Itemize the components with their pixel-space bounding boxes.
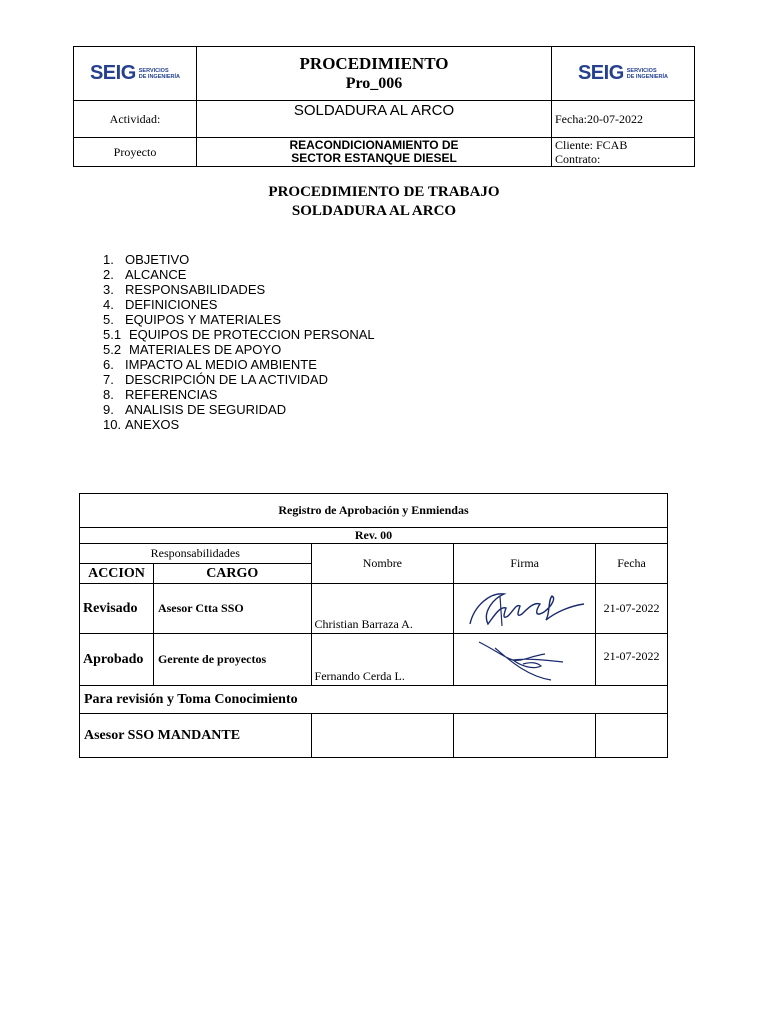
revision-label: Rev. 00 (80, 528, 668, 544)
date-header: Fecha (596, 544, 668, 584)
toc-item: 2. ALCANCE (103, 267, 187, 282)
document-title-line1: PROCEDIMIENTO DE TRABAJO (268, 184, 500, 200)
date-value: Fecha:20-07-2022 (552, 101, 695, 138)
row-signature (454, 584, 596, 634)
row-action: Revisado (80, 584, 154, 634)
review-label: Para revisión y Toma Conocimiento (80, 686, 668, 714)
row-role: Gerente de proyectos (153, 634, 311, 686)
row-signature (454, 634, 596, 686)
toc-item: 5. EQUIPOS Y MATERIALES (103, 312, 282, 327)
procedure-code: Pro_006 (345, 74, 403, 92)
toc-item: 6. IMPACTO AL MEDIO AMBIENTE (103, 357, 317, 372)
title-cell (197, 47, 552, 101)
name-header: Nombre (311, 544, 454, 584)
procedure-title: PROCEDIMIENTO (299, 53, 449, 73)
mandante-label: Asesor SSO MANDANTE (80, 714, 312, 758)
action-header: ACCION (80, 564, 154, 584)
activity-label: Actividad: (74, 101, 197, 138)
role-header: CARGO (153, 564, 311, 584)
activity-value: SOLDADURA AL ARCO (197, 101, 552, 138)
row-role: Asesor Ctta SSO (153, 584, 311, 634)
table-row (80, 584, 668, 634)
table-row (80, 634, 668, 686)
logo-cell-right (552, 47, 695, 101)
header-table (73, 46, 695, 167)
client-contract (552, 138, 695, 167)
approval-title: Registro de Aprobación y Enmiendas (80, 494, 668, 528)
company-logo: SEIG SERVICIOS DE INGENIERÍA (577, 62, 669, 84)
toc-item: 1. OBJETIVO (103, 252, 190, 267)
contract-label: Contrato: (555, 152, 601, 166)
document-title-line2: SOLDADURA AL ARCO (291, 203, 457, 219)
toc-item: 3. RESPONSABILIDADES (103, 282, 266, 297)
logo-cell-left (74, 47, 197, 101)
project-label: Proyecto (74, 138, 197, 167)
mandante-signature (454, 714, 596, 758)
company-logo: SEIG SERVICIOS DE INGENIERÍA (89, 62, 181, 84)
toc-item: 5.2 MATERIALES DE APOYO (103, 342, 282, 357)
row-date: 21-07-2022 (596, 584, 668, 634)
row-action: Aprobado (80, 634, 154, 686)
toc-item: 5.1 EQUIPOS DE PROTECCION PERSONAL (103, 327, 375, 342)
approval-table (79, 493, 668, 758)
toc-item: 4. DEFINICIONES (103, 297, 218, 312)
signature-header: Firma (454, 544, 596, 584)
client-value: Cliente: FCAB (555, 138, 628, 152)
toc-item: 7. DESCRIPCIÓN DE LA ACTIVIDAD (103, 372, 328, 387)
table-of-contents (103, 252, 375, 432)
responsibilities-header: Responsabilidades (80, 544, 312, 564)
project-value: REACONDICIONAMIENTO DE SECTOR ESTANQUE DIESEL (197, 138, 552, 167)
toc-item: 8. REFERENCIAS (103, 387, 218, 402)
row-date: 21-07-2022 (596, 634, 668, 686)
row-name: Fernando Cerda L. (311, 634, 454, 686)
mandante-date (596, 714, 668, 758)
mandante-name (311, 714, 454, 758)
row-name: Christian Barraza A. (311, 584, 454, 634)
toc-item: 10. ANEXOS (103, 417, 180, 432)
signature-icon (475, 636, 575, 684)
toc-item: 9. ANALISIS DE SEGURIDAD (103, 402, 287, 417)
signature-icon (460, 586, 590, 632)
